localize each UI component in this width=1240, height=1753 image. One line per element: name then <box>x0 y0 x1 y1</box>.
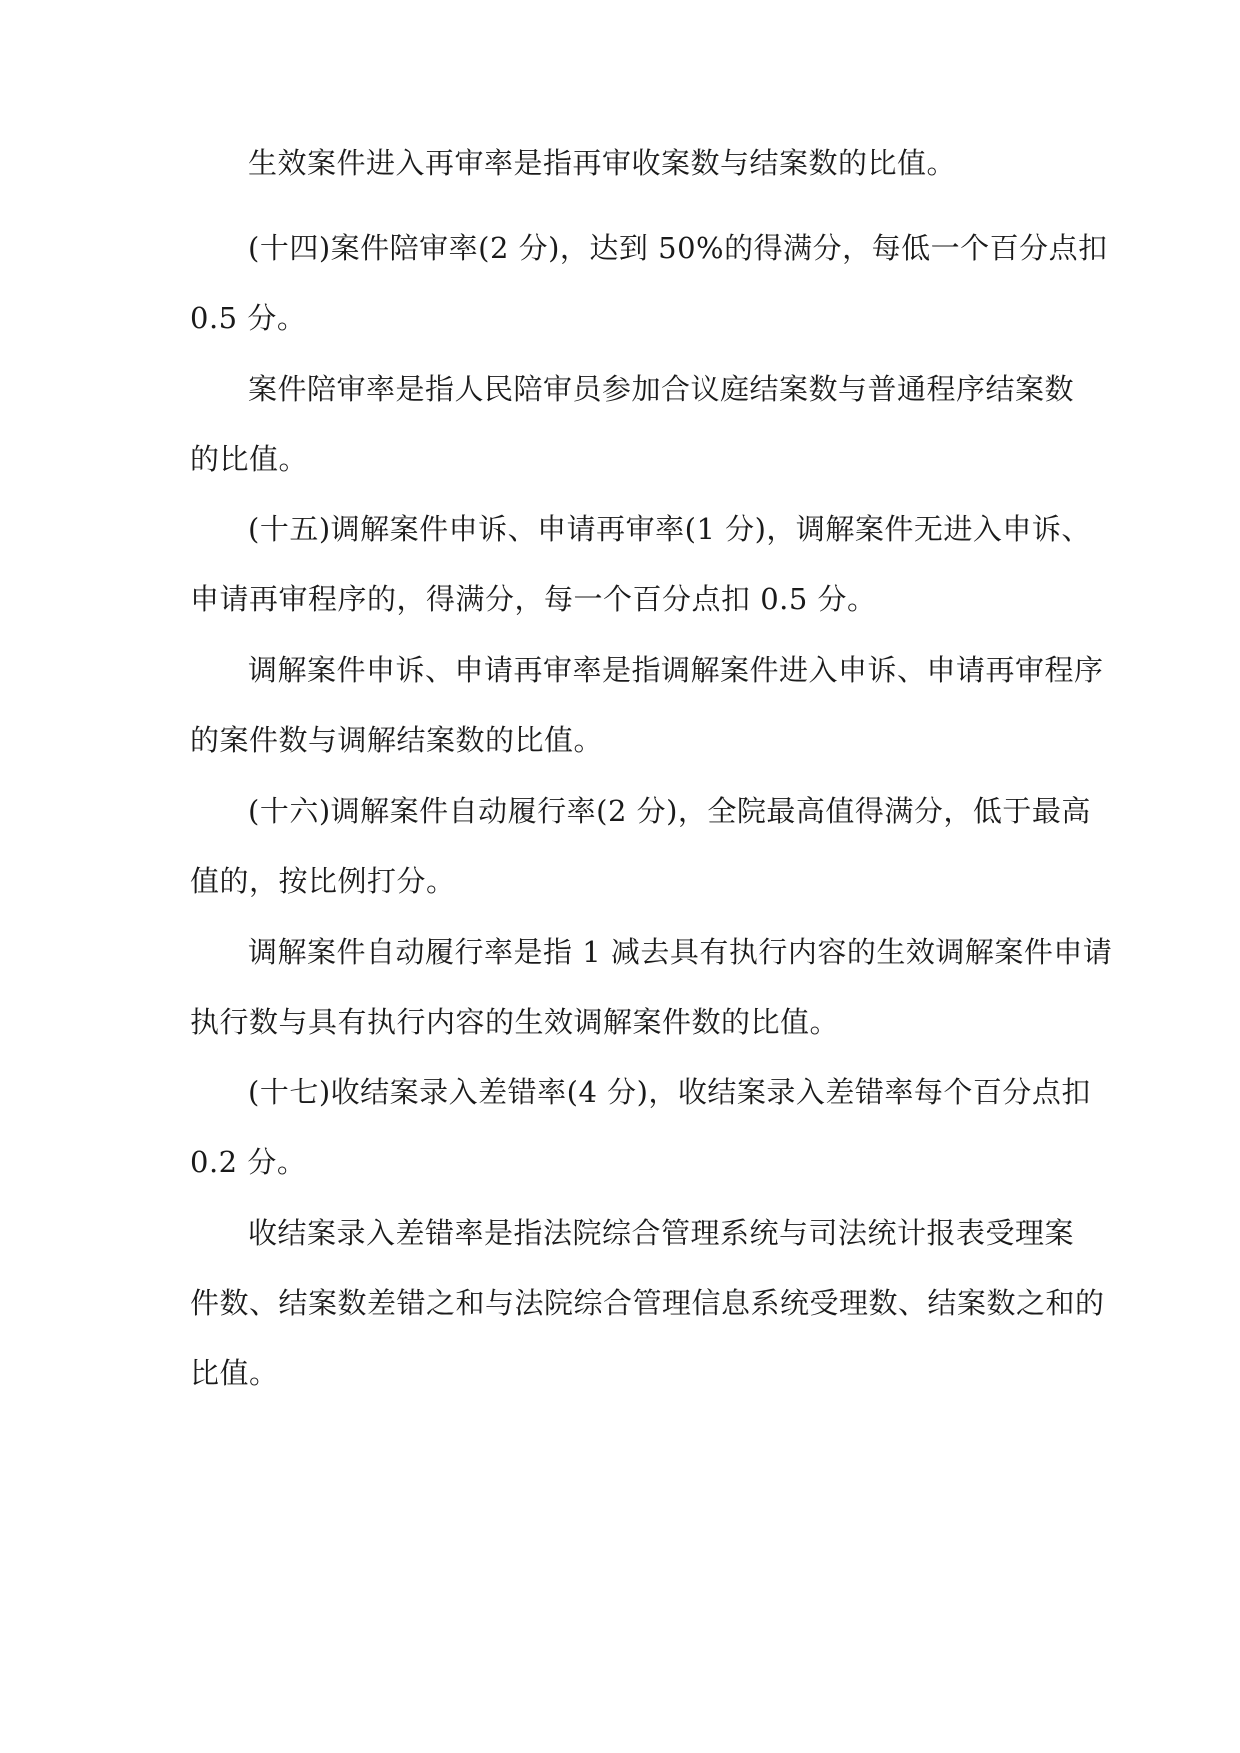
text-line: 收结案录入差错率是指法院综合管理系统与司法统计报表受理案 <box>248 1216 1075 1250</box>
text-line: 比值。 <box>190 1356 279 1390</box>
text-line: 件数、结案数差错之和与法院综合管理信息系统受理数、结案数之和的 <box>190 1286 1105 1320</box>
paragraph-entry-error-definition <box>190 1198 1105 1408</box>
text-line: (十六)调解案件自动履行率(2 分)，全院最高值得满分，低于最高 <box>248 794 1091 828</box>
text-line: 的案件数与调解结案数的比值。 <box>190 723 604 757</box>
text-line: 0.2 分。 <box>190 1145 307 1179</box>
paragraph-item-17 <box>190 1057 1091 1197</box>
text-line: 值的，按比例打分。 <box>190 864 456 898</box>
text-line: (十五)调解案件申诉、申请再审率(1 分)，调解案件无进入申诉、 <box>248 512 1091 546</box>
paragraph-self-performance-definition <box>190 917 1113 1057</box>
text-line: 调解案件申诉、申请再审率是指调解案件进入申诉、申请再审程序 <box>248 653 1104 687</box>
text-line: 申请再审程序的，得满分，每一个百分点扣 0.5 分。 <box>190 582 877 616</box>
text-line: 调解案件自动履行率是指 1 减去具有执行内容的生效调解案件申请 <box>248 935 1113 969</box>
paragraph-item-16 <box>190 776 1091 916</box>
text-line: (十四)案件陪审率(2 分)，达到 50%的得满分，每低一个百分点扣 <box>248 231 1108 265</box>
text-line: 0.5 分。 <box>190 301 307 335</box>
paragraph-item-15 <box>190 494 1091 634</box>
paragraph-mediation-appeal-definition <box>190 635 1104 775</box>
paragraph-jury-rate-definition <box>190 354 1075 494</box>
text-line: 执行数与具有执行内容的生效调解案件数的比值。 <box>190 1005 840 1039</box>
text-line: 生效案件进入再审率是指再审收案数与结案数的比值。 <box>248 146 957 180</box>
paragraph-item-14 <box>190 213 1108 353</box>
text-line: (十七)收结案录入差错率(4 分)，收结案录入差错率每个百分点扣 <box>248 1075 1091 1109</box>
text-line: 案件陪审率是指人民陪审员参加合议庭结案数与普通程序结案数 <box>248 372 1075 406</box>
text-line: 的比值。 <box>190 442 309 476</box>
paragraph-retrial-rate-definition <box>190 128 1050 198</box>
